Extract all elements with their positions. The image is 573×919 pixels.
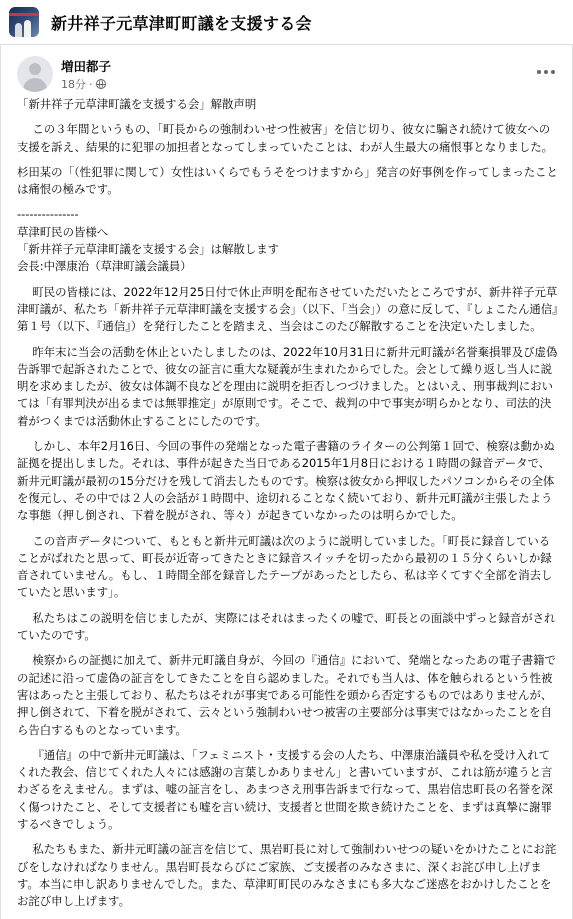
post-paragraph: 昨年末に当会の活動を休止といたしましたのは、2022年10月31日に新井元町議が名誉棄損罪及び虚偽告訴罪で起訴されたことで、彼女の証言に重大な疑義が生まれたからでした。会として繰り返し当人に説明を求めましたが、彼女は体調不良などを理由に説明を拒否しつづけました。とはいえ、刑事裁判においては「有罪判決が出るまでは無罪推定」が原則です。そこで、裁判の中で事実が明らかとなり、司法的決着がつくまでは活動休止することにしたのです。 (17, 344, 558, 428)
post-paragraph: この音声データについて、もともと新井元町議は次のように説明していました。「町長に録音していることがばれたと思って、町長が近寄ってきたときに録音スイッチを切ったから最初の１５分くらいしか録音されていません。もし、１時間全部を録音したテープがあったとしたら、私は辛くてすぐ全部を消去していたと思います」。 (17, 533, 553, 600)
post-paragraph: この３年間というもの、「町長からの強制わいせつ性被害」を信じ切り、彼女に騙され続けて彼女への支援を訴え、結果的に犯罪の加担者となってしまっていたことは、わが人生最大の痛恨事となりました。 (17, 122, 554, 154)
post-paragraph: 私たちもまた、新井元町議の証言を信じて、黒岩町長に対して強制わいせつの疑いをかけたことにお詫びをしなければなりません。黒岩町長ならびにご家族、ご支援者のみなさまに、深くお詫び申し上げます。本当に申し訳ありませんでした。また、草津町町民のみなさまにも多大なご迷惑をおかけしたことをお詫び申し上げます。 (17, 842, 557, 909)
post-paragraph: 「新井祥子元草津町議を支援する会」は解散します (17, 242, 279, 257)
thumbnail-stripe (9, 13, 39, 16)
post-paragraph: --------------- (17, 207, 79, 222)
meta-separator: · (89, 77, 93, 91)
post-time[interactable]: 18分 (61, 78, 86, 91)
avatar-torso (23, 78, 47, 92)
group-header (0, 0, 573, 45)
group-cover-thumbnail[interactable] (9, 7, 39, 37)
post-body (17, 96, 560, 910)
post-card (0, 44, 573, 919)
paragraph-gap (17, 156, 560, 164)
post-paragraph: 「新井祥子元草津町議を支援する会」解散声明 (17, 97, 257, 111)
paragraph-gap (17, 336, 560, 344)
post-paragraph: 私たちはこの説明を信じましたが、実際にはそれはまったくの嘘で、町長との面談中ずっと録音がされていたのです。 (17, 610, 556, 643)
post-paragraph: 杉田某の「（性犯罪に関して）女性はいくらでもうそをつけますから」発言の好事例を作ってしまったことは痛恨の極みです。 (17, 164, 558, 197)
avatar-head (29, 63, 41, 75)
paragraph-gap (17, 430, 560, 438)
globe-icon (96, 79, 106, 89)
post-paragraph: 町民の皆様には、2022年12月25日付で休止声明を配布させていただいたところですが、新井祥子元草津町議が、私たち「新井祥子元草津町議を支援する会」（以下、「当会」）の意に反して、『しょこたん通信』第１号（以下、『通信』）を発行したことを踏まえ、当会はこのたび解散することを決定いたしました。 (17, 284, 558, 334)
paragraph-gap (17, 198, 560, 206)
paragraph-gap (17, 113, 560, 121)
post-meta (61, 76, 106, 92)
paragraph-gap (17, 525, 560, 533)
paragraph-gap (17, 644, 560, 652)
post-paragraph: 草津町民の皆様へ (17, 224, 109, 239)
post-header (17, 56, 558, 100)
paragraph-gap (17, 276, 560, 284)
post-paragraph: 『通信』の中で新井元町議は、「フェミニスト・支援する会の人たち、中澤康治議員や私を受け入れてくれた教会、信じてくれた人々には感謝の言葉しかありません」と書いていますが、これは筋が違うと言わざるをえません。まずは、嘘の証言をし、あまつさえ刑事告訴まで行なって、黒岩信忠町長の名誉を深く傷つけたこと、そして支援者にも嘘を言い続け、支援者と世間を欺き続けたことを、まずは真摯に謝罪するべきでしょう。 (17, 747, 553, 831)
post-paragraph: 検察からの証拠に加えて、新井元町議自身が、今回の『通信』において、発端となったあの電子書籍での記述に沿って虚偽の証言をしてきたことを自ら認めました。それでも当人は、体を触られるという性被害はあったと主張しており、私たちはそれが事実である可能性を頭から否定するものではありませんが、押し倒されて、下着を脱がされて、云々という強制わいせつ被害の主要部分は事実ではなかったことを自ら告白するものとなっています。 (17, 653, 556, 737)
thumbnail-figure (15, 23, 22, 37)
post-paragraph: 会長:中澤康治（草津町議会議員） (17, 259, 192, 274)
avatar[interactable] (17, 56, 53, 92)
more-options-icon[interactable] (536, 62, 556, 82)
author-name[interactable]: 増田都子 (61, 59, 112, 74)
paragraph-gap (17, 739, 560, 747)
paragraph-gap (17, 602, 560, 610)
group-title[interactable]: 新井祥子元草津町町議を支援する会 (51, 13, 312, 33)
post-paragraph: しかし、本年2月16日、今回の事件の発端となった電子書籍のライターの公判第１回で、検察は動かぬ証拠を提出しました。それは、事件が起きた当日である2015年1月8日における１時間の録音データで、新井元町議が最初の15分だけを残して消去したものです。検察は彼女から押収したパソコンからその全体を復元し、その中では２人の会話が１時間中、途切れることなく続いており、新井元町議が主張したような事態（押し倒され、下着を脱がされ、等々）が起きていなかったのは明らかでした。 (17, 439, 555, 523)
paragraph-gap (17, 833, 560, 841)
thumbnail-figure (24, 20, 31, 37)
